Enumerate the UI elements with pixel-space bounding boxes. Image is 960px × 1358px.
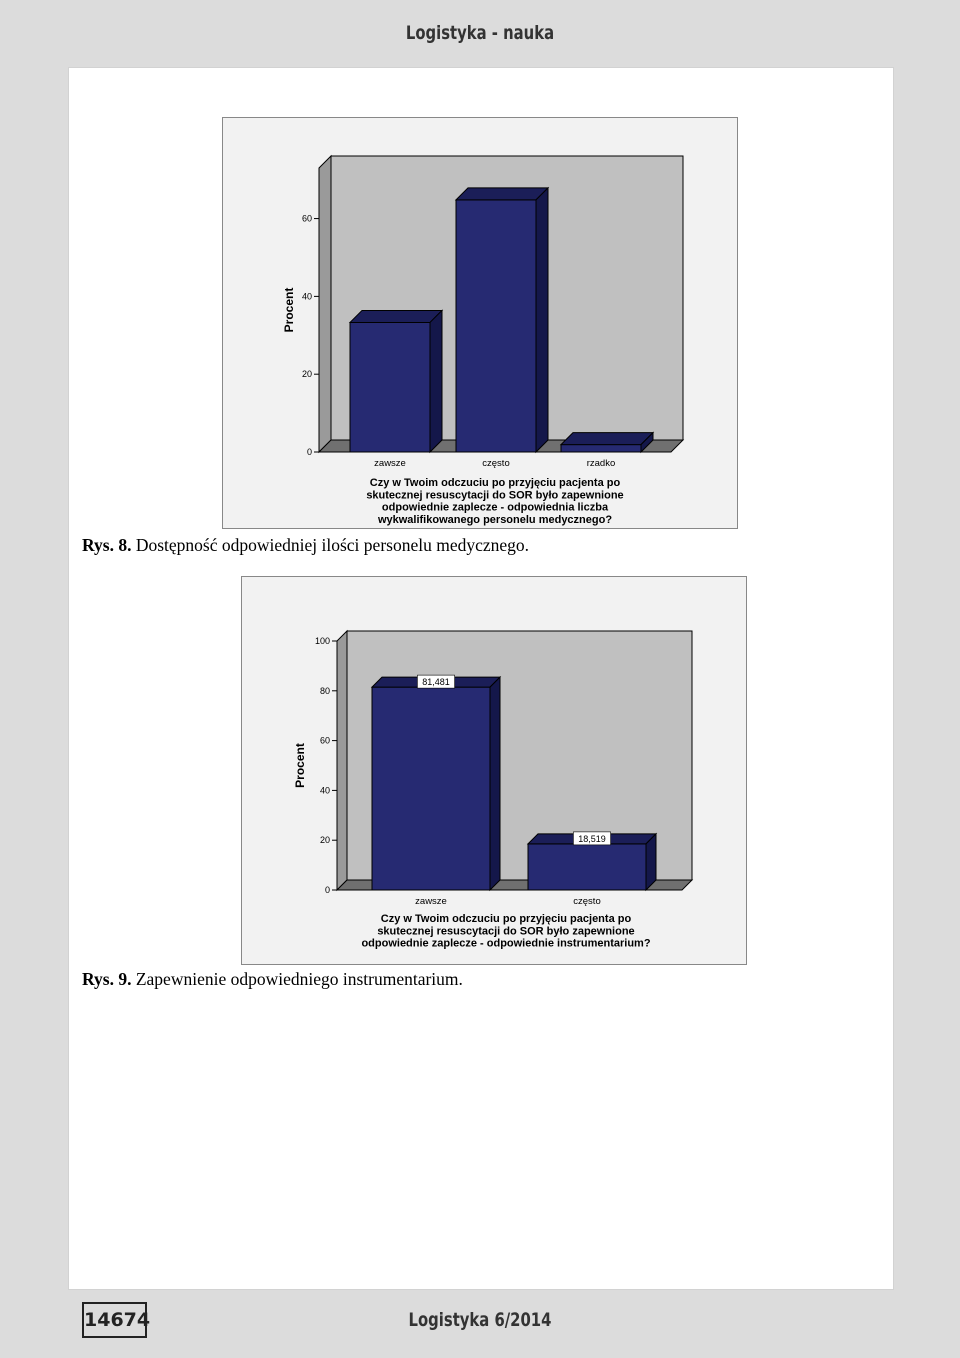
y-axis-title: Procent <box>293 743 307 788</box>
bar-top-face <box>456 188 548 200</box>
x-tick-label: często <box>573 896 601 907</box>
figure-9-text: Zapewnienie odpowiedniego instrumentarium. <box>135 969 463 989</box>
bar-side-face <box>646 834 656 890</box>
y-axis-title: Procent <box>282 287 296 333</box>
figure-8-chart <box>222 117 738 529</box>
x-axis-title-line: skutecznej resuscytacji do SOR było zapewnione <box>366 489 624 502</box>
x-axis-title-line: Czy w Twoim odczuciu po przyjęciu pacjenta po <box>380 913 632 925</box>
y-tick-label: 100 <box>314 636 330 646</box>
bar-side-face <box>490 677 500 890</box>
bar <box>561 445 641 452</box>
y-tick-label: 80 <box>319 685 330 696</box>
bar <box>528 844 646 890</box>
figure-9-caption <box>82 969 463 990</box>
bar <box>350 322 430 452</box>
bar-top-face <box>561 433 653 445</box>
x-tick-label: rzadko <box>586 458 616 469</box>
figure-8-text: Dostępność odpowiedniej ilości personelu medycznego. <box>135 535 530 555</box>
figure-9-chart <box>241 576 747 965</box>
y-tick-label: 20 <box>301 369 312 380</box>
chart-svg <box>223 118 737 528</box>
running-footer: Logistyka 6/2014 <box>408 1309 552 1331</box>
chart-svg <box>242 577 746 964</box>
x-tick-label: zawsze <box>415 896 447 907</box>
plot-side-wall <box>337 631 347 890</box>
figure-8-label: Rys. 8. <box>82 535 132 555</box>
y-tick-label: 40 <box>301 291 312 302</box>
y-tick-label: 60 <box>301 213 312 224</box>
bar-side-face <box>430 310 442 452</box>
data-label: 81,481 <box>422 677 450 688</box>
x-tick-label: zawsze <box>374 458 406 469</box>
figure-8-caption <box>82 535 529 556</box>
figure-9-label: Rys. 9. <box>82 969 132 989</box>
y-tick-label: 20 <box>319 835 330 846</box>
x-axis-title-line: skutecznej resuscytacji do SOR było zapewnione <box>377 925 635 938</box>
x-axis-title-line: Czy w Twoim odczuciu po przyjęciu pacjenta po <box>369 477 621 489</box>
y-tick-label: 0 <box>324 885 330 895</box>
plot-side-wall <box>319 156 331 452</box>
data-label: 18,519 <box>578 833 606 844</box>
x-axis-title-line: wykwalifikowanego personelu medycznego? <box>377 513 613 526</box>
x-axis-title-line: odpowiednie zaplecze - odpowiednia liczba <box>381 501 609 514</box>
page-number: 14674 <box>82 1302 147 1338</box>
y-tick-label: 0 <box>306 447 312 457</box>
bar <box>372 687 490 890</box>
bar-side-face <box>536 188 548 452</box>
y-tick-label: 40 <box>319 785 330 796</box>
x-tick-label: często <box>482 458 510 469</box>
bar-top-face <box>350 310 442 322</box>
bar <box>456 200 536 452</box>
x-axis-title-line: odpowiednie zaplecze - odpowiednie instrumentarium? <box>361 937 651 950</box>
running-header: Logistyka - nauka <box>405 22 555 44</box>
y-tick-label: 60 <box>319 735 330 746</box>
